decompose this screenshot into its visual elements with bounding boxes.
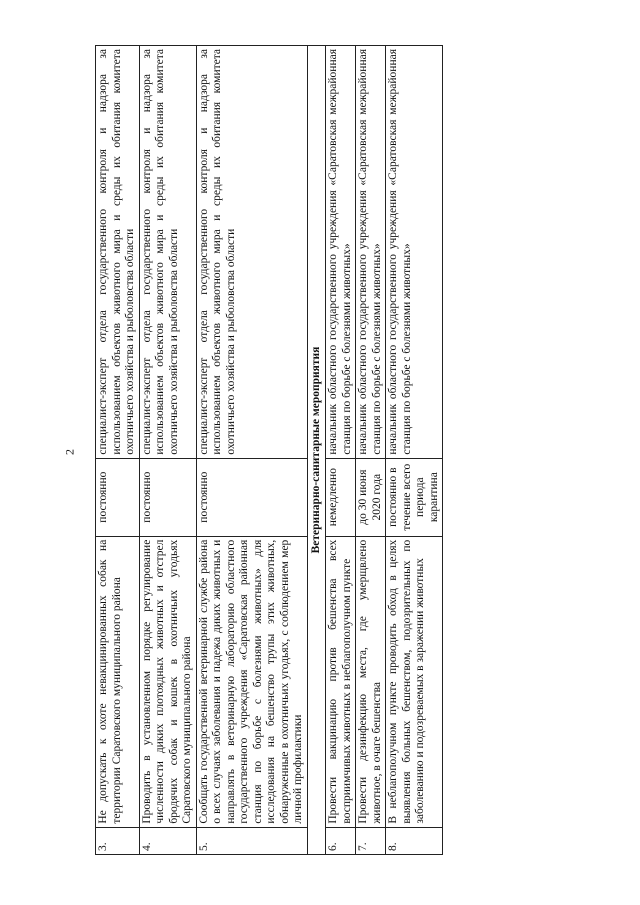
rotated-table-container xyxy=(95,45,555,855)
row-number: 6. xyxy=(326,827,356,854)
row-number: 5. xyxy=(196,827,307,854)
table-row xyxy=(326,46,356,855)
table-row xyxy=(96,46,140,855)
table-row xyxy=(196,46,307,855)
row-number: 3. xyxy=(96,827,140,854)
task-cell: В неблагополучном пункте проводить обход в целях выявления больных бешенством, подозрительных по заболеванию и подозреваемых в заражении животных xyxy=(386,536,443,827)
responsible-cell: специалист-эксперт отдела государственного контроля и надзора за использованием объектов животного мира и среды их обитания комитета охотничьего хозяйства и рыболовства области xyxy=(139,46,196,459)
responsible-cell: специалист-эксперт отдела государственного контроля и надзора за использованием объектов животного мира и среды их обитания комитета охотничьего хозяйства и рыболовства области xyxy=(196,46,307,459)
row-number: 7. xyxy=(356,827,386,854)
task-cell: Провести дезинфекцию места, где умерщвлено животное, в очаге бешенства xyxy=(356,536,386,827)
section-title: Ветеринарно-санитарные мероприятия xyxy=(307,46,326,855)
table-row xyxy=(139,46,196,855)
term-cell: постоянно в течение всего периода карантина xyxy=(386,458,443,536)
term-cell: до 30 июня 2020 года xyxy=(356,458,386,536)
term-cell: постоянно xyxy=(96,458,140,536)
task-cell: Сообщать государственной ветеринарной службе района о всех случаях заболевания и падежа диких животных и направлять в ветеринарную лабораторию областного государственного учреждения «Саратовская районная станция по борьбе с болезнями животных» для исследования на бешенство трупы этих животных, обнаруженные в охотничьих угодьях, с соблюдением мер личной профилактики xyxy=(196,536,307,827)
responsible-cell: начальник областного государственного учреждения «Саратовская межрайонная станция по борьбе с болезнями животных» xyxy=(356,46,386,459)
measures-table xyxy=(95,45,443,855)
task-cell: Проводить в установленном порядке регулирование численности диких плотоядных животных и отстрел бродячих собак и кошек в охотничьих угодьях Саратовского муниципального района xyxy=(139,536,196,827)
responsible-cell: начальник областного государственного учреждения «Саратовская межрайонная станция по борьбе с болезнями животных» xyxy=(386,46,443,459)
table-row xyxy=(356,46,386,855)
table-row xyxy=(386,46,443,855)
term-cell: немедленно xyxy=(326,458,356,536)
document-sheet xyxy=(95,45,555,855)
term-cell: постоянно xyxy=(139,458,196,536)
task-cell: Провести вакцинацию против бешенства всех восприимчивых животных в неблагополучном пункте xyxy=(326,536,356,827)
responsible-cell: специалист-эксперт отдела государственного контроля и надзора за использованием объектов животного мира и среды их обитания комитета охотничьего хозяйства и рыболовства области xyxy=(96,46,140,459)
page-number: 2 xyxy=(62,449,77,455)
responsible-cell: начальник областного государственного учреждения «Саратовская межрайонная станция по борьбе с болезнями животных» xyxy=(326,46,356,459)
section-row xyxy=(307,46,326,855)
row-number: 8. xyxy=(386,827,443,854)
term-cell: постоянно xyxy=(196,458,307,536)
task-cell: Не допускать к охоте невакцинированных собак на территории Саратовского муниципального района xyxy=(96,536,140,827)
row-number: 4. xyxy=(139,827,196,854)
